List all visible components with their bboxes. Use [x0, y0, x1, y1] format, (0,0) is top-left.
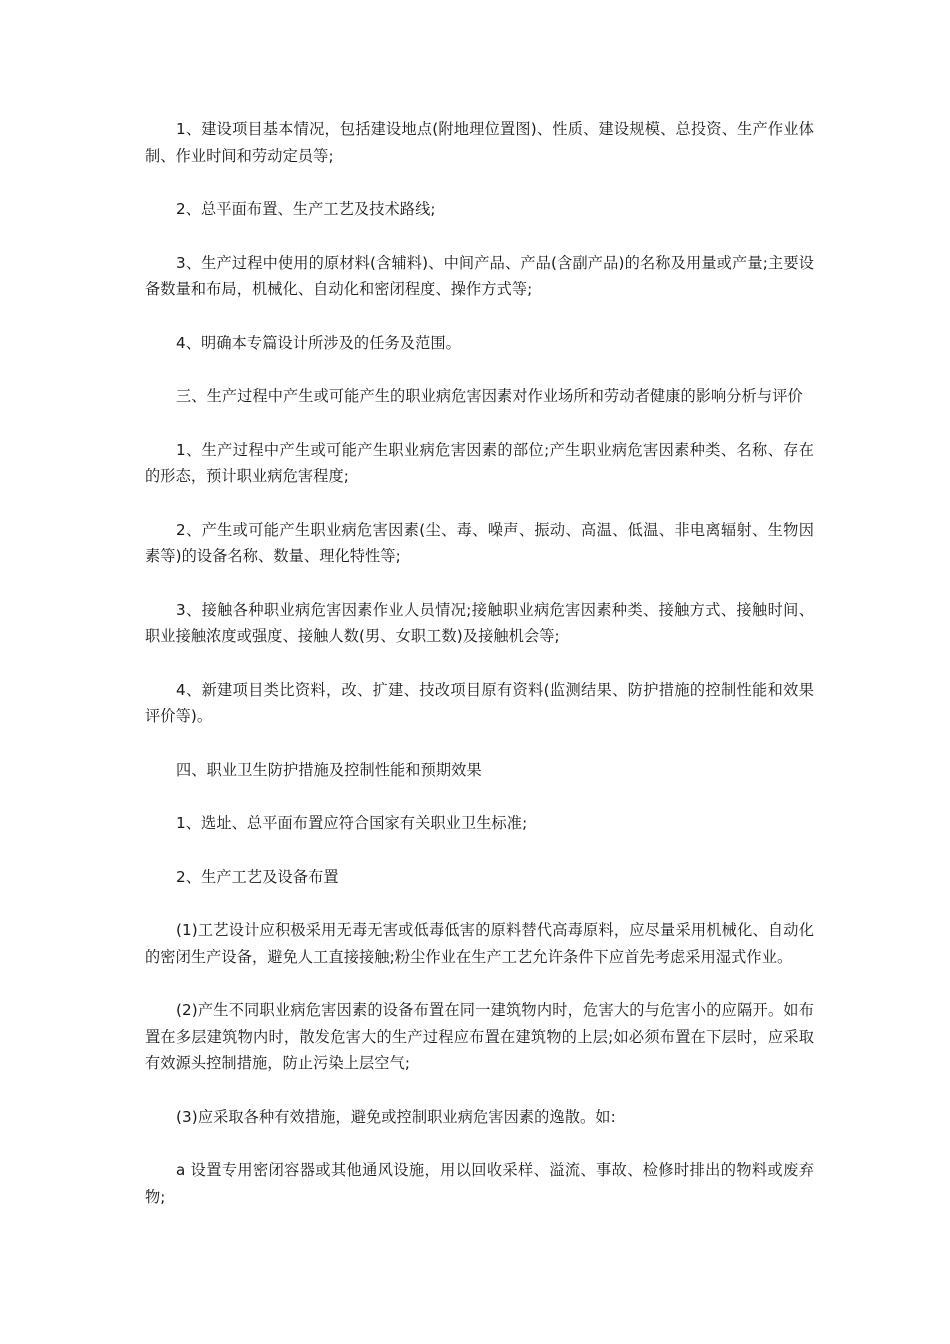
paragraph-process-equipment-heading: 2、生产工艺及设备布置 — [176, 867, 339, 886]
paragraph-exposed-workers: 3、接触各种职业病危害因素作业人员情况;接触职业病危害因素种类、接触方式、接触时间、职业接触浓度或强度、接触人数(男、女职工数)及接触机会等; — [145, 600, 814, 645]
paragraph-hazard-locations: 1、生产过程中产生或可能产生职业病危害因素的部位;产生职业病危害因素种类、名称、存在的形态，预计职业病危害程度; — [145, 440, 814, 485]
paragraph-item-a: a 设置专用密闭容器或其他通风设施，用以回收采样、溢流、事故、检修时排出的物料或废弃物; — [145, 1161, 814, 1206]
paragraph-item-3: (3)应采取各种有效措施，避免或控制职业病危害因素的逸散。如: — [176, 1107, 616, 1126]
section-heading-three: 三、生产过程中产生或可能产生的职业病危害因素对作业场所和劳动者健康的影响分析与评价 — [176, 387, 803, 405]
paragraph-item-1: (1)工艺设计应积极采用无毒无害或低毒低害的原料替代高毒原料，应尽量采用机械化、自动化的密闭生产设备，避免人工直接接触;粉尘作业在生产工艺允许条件下应首先考虑采用湿式作业。 — [145, 921, 814, 966]
section-heading-four: 四、职业卫生防护措施及控制性能和预期效果 — [176, 760, 482, 779]
paragraph-layout-process: 2、总平面布置、生产工艺及技术路线; — [176, 200, 436, 218]
paragraph-item-2: (2)产生不同职业病危害因素的设备布置在同一建筑物内时，危害大的与危害小的应隔开。如布置在多层建筑物内时，散发危害大的生产过程应布置在建筑物的上层;如必须布置在下层时，应采取有效源头控制措施，防止污染上层空气; — [145, 1001, 814, 1072]
paragraph-analog-data: 4、新建项目类比资料，改、扩建、技改项目原有资料(监测结果、防护措施的控制性能和效果评价等)。 — [145, 680, 814, 725]
paragraph-site-selection: 1、选址、总平面布置应符合国家有关职业卫生标准; — [176, 814, 528, 832]
paragraph-hazard-equipment: 2、产生或可能产生职业病危害因素(尘、毒、噪声、振动、高温、低温、非电离辐射、生物因素等)的设备名称、数量、理化特性等; — [145, 520, 814, 565]
paragraph-project-basic-info: 1、建设项目基本情况，包括建设地点(附地理位置图)、性质、建设规模、总投资、生产作业体制、作业时间和劳动定员等; — [145, 120, 814, 165]
paragraph-task-scope: 4、明确本专篇设计所涉及的任务及范围。 — [176, 333, 461, 352]
paragraph-materials-equipment: 3、生产过程中使用的原材料(含辅料)、中间产品、产品(含副产品)的名称及用量或产量;主要设备数量和布局，机械化、自动化和密闭程度、操作方式等; — [145, 253, 814, 298]
